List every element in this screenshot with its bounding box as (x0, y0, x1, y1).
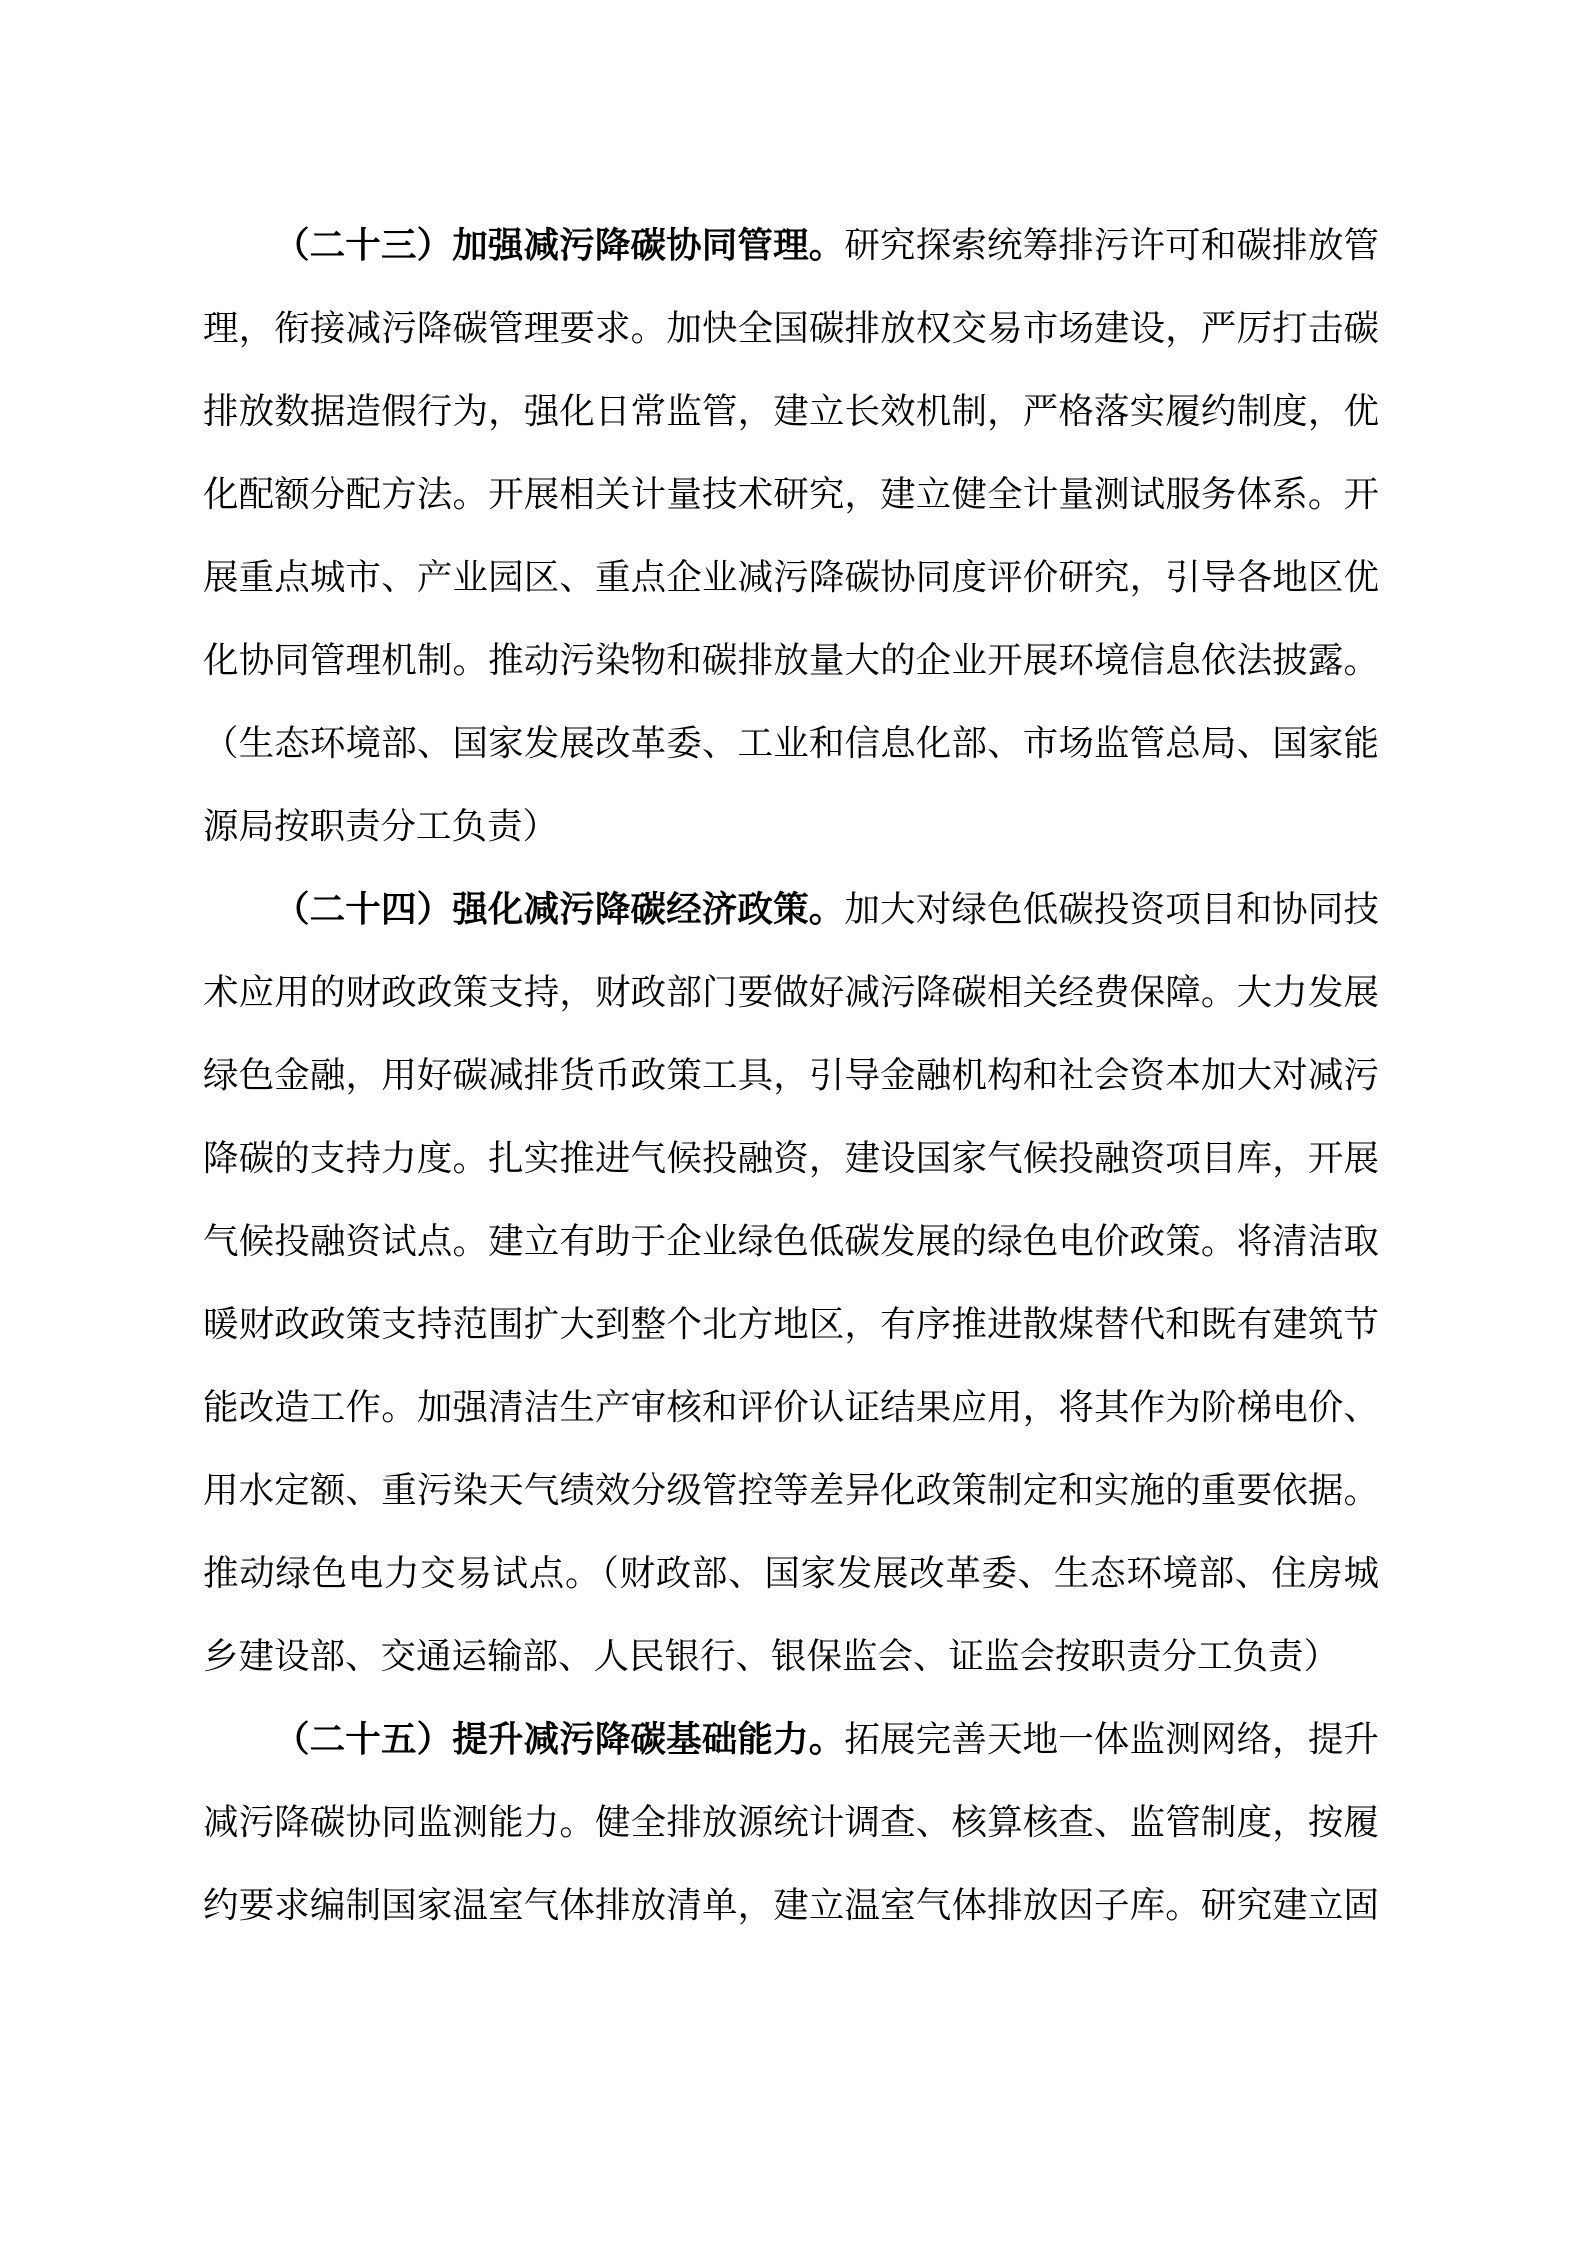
text-line (203, 370, 1379, 453)
text-line (203, 536, 1379, 619)
text-line (203, 1698, 1379, 1781)
text-line (203, 785, 1379, 868)
text-line (203, 1200, 1379, 1283)
paragraph-25-heading: （二十五）提升减污降碳基础能力。 (274, 1719, 845, 1759)
text-line (203, 702, 1379, 785)
paragraph-23-line-5: 化协同管理机制。推动污染物和碳排放量大的企业开展环境信息依法披露。 (203, 640, 1379, 680)
paragraph-24 (203, 868, 1379, 1698)
paragraph-23-line-6: （生态环境部、国家发展改革委、工业和信息化部、市场监管总局、国家能 (203, 723, 1379, 763)
text-line (203, 619, 1379, 702)
paragraph-25 (203, 1698, 1379, 1947)
paragraph-25-line-2: 约要求编制国家温室气体排放清单，建立温室气体排放因子库。研究建立固 (203, 1885, 1379, 1925)
paragraph-23-heading: （二十三）加强减污降碳协同管理。 (274, 225, 845, 265)
paragraph-25-line-1: 减污降碳协同监测能力。健全排放源统计调查、核算核查、监管制度，按履 (203, 1802, 1379, 1842)
text-line (203, 453, 1379, 536)
paragraph-23-line-7: 源局按职责分工负责） (203, 806, 559, 846)
text-line (203, 951, 1379, 1034)
text-line (203, 1366, 1379, 1449)
text-line (203, 1034, 1379, 1117)
paragraph-23 (203, 204, 1379, 868)
text-line (203, 1615, 1379, 1698)
text-line (203, 1449, 1379, 1532)
paragraph-24-line-2: 绿色金融，用好碳减排货币政策工具，引导金融机构和社会资本加大对减污 (203, 1055, 1379, 1095)
document-text-block (203, 204, 1379, 1947)
paragraph-23-line-2: 排放数据造假行为，强化日常监管，建立长效机制，严格落实履约制度，优 (203, 391, 1379, 431)
paragraph-24-line-5: 暖财政政策支持范围扩大到整个北方地区，有序推进散煤替代和既有建筑节 (203, 1304, 1379, 1344)
paragraph-24-line-0: 加大对绿色低碳投资项目和协同技 (844, 889, 1379, 929)
text-line (203, 204, 1379, 287)
paragraph-24-line-3: 降碳的支持力度。扎实推进气候投融资，建设国家气候投融资项目库，开展 (203, 1138, 1379, 1178)
paragraph-24-line-6: 能改造工作。加强清洁生产审核和评价认证结果应用，将其作为阶梯电价、 (203, 1387, 1379, 1427)
text-line (203, 868, 1379, 951)
paragraph-24-line-8: 推动绿色电力交易试点。（财政部、国家发展改革委、生态环境部、住房城 (203, 1553, 1379, 1593)
text-line (203, 1864, 1379, 1947)
paragraph-25-line-0: 拓展完善天地一体监测网络，提升 (844, 1719, 1379, 1759)
paragraph-24-line-7: 用水定额、重污染天气绩效分级管控等差异化政策制定和实施的重要依据。 (203, 1470, 1379, 1510)
text-line (203, 1117, 1379, 1200)
paragraph-23-line-0: 研究探索统筹排污许可和碳排放管 (844, 225, 1379, 265)
text-line (203, 1532, 1379, 1615)
text-line (203, 287, 1379, 370)
paragraph-24-line-1: 术应用的财政政策支持，财政部门要做好减污降碳相关经费保障。大力发展 (203, 972, 1379, 1012)
text-line (203, 1781, 1379, 1864)
paragraph-24-line-9: 乡建设部、交通运输部、人民银行、银保监会、证监会按职责分工负责） (203, 1636, 1340, 1676)
paragraph-23-line-1: 理，衔接减污降碳管理要求。加快全国碳排放权交易市场建设，严厉打击碳 (203, 308, 1379, 348)
paragraph-24-line-4: 气候投融资试点。建立有助于企业绿色低碳发展的绿色电价政策。将清洁取 (203, 1221, 1379, 1261)
text-line (203, 1283, 1379, 1366)
paragraph-23-line-3: 化配额分配方法。开展相关计量技术研究，建立健全计量测试服务体系。开 (203, 474, 1379, 514)
paragraph-23-line-4: 展重点城市、产业园区、重点企业减污降碳协同度评价研究，引导各地区优 (203, 557, 1379, 597)
paragraph-24-heading: （二十四）强化减污降碳经济政策。 (274, 889, 845, 929)
